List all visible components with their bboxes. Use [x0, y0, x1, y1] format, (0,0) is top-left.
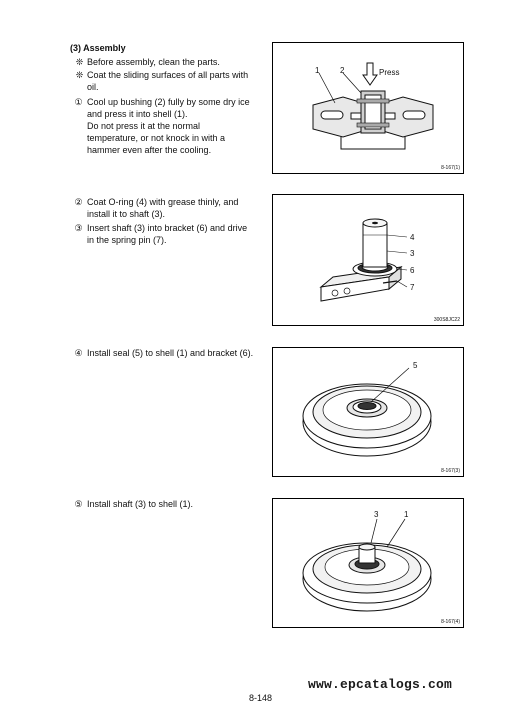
step-number: ⑤: [74, 499, 83, 509]
page-number: 8-148: [249, 693, 273, 703]
figure-code: 8-167(3): [441, 468, 460, 474]
callout-6: 6: [410, 266, 415, 275]
step-3: [73, 222, 252, 246]
note-text: Before assembly, clean the parts.: [87, 57, 220, 67]
callout-4: 4: [410, 233, 415, 242]
callout-3: 3: [374, 510, 379, 519]
step-4: [73, 347, 277, 359]
shaft-shell-illustration: [273, 499, 463, 627]
callout-5: 5: [413, 361, 418, 370]
callout-1: 1: [404, 510, 409, 519]
note-bullet-icon: ❊: [75, 57, 84, 67]
step-text: Install shaft (3) to shell (1).: [87, 499, 194, 509]
figure-code: 300S8JC22: [433, 317, 460, 323]
callout-7: 7: [410, 283, 415, 292]
watermark: www.epcatalogs.com: [308, 677, 453, 692]
step-text: Cool up bushing (2) fully by some dry ice and press it into shell (1).: [87, 97, 250, 119]
step-text: Insert shaft (3) into bracket (6) and drive in the spring pin (7).: [87, 223, 248, 245]
step-note: Do not press it at the normal temperature, or not knock in with a hammer even after the cooling.: [87, 121, 226, 155]
step-5: [73, 498, 252, 510]
step-number: ①: [74, 97, 83, 107]
step-text: Install seal (5) to shell (1) and bracket (6).: [87, 348, 254, 358]
step-number: ④: [74, 348, 83, 358]
note-item: [77, 69, 255, 93]
press-label: Press: [379, 68, 400, 77]
figure-bushing-press: [272, 42, 464, 174]
note-item: [77, 56, 255, 68]
step-number: ③: [74, 223, 83, 233]
figure-seal-shell: [272, 347, 464, 477]
callout-2: 2: [340, 66, 345, 75]
bushing-press-illustration: [273, 43, 463, 173]
step-2: [73, 196, 252, 220]
figure-shaft-bracket: [272, 194, 464, 326]
note-text: Coat the sliding surfaces of all parts with oil.: [87, 70, 249, 92]
figure-shaft-shell: [272, 498, 464, 628]
figure-code: 8-167(1): [441, 165, 460, 171]
callout-1: 1: [315, 66, 320, 75]
step-text: Coat O-ring (4) with grease thinly, and install it to shaft (3).: [87, 197, 239, 219]
figure-code: 8-167(4): [441, 619, 460, 625]
step-1: [73, 96, 252, 156]
shaft-bracket-illustration: [273, 195, 463, 325]
note-bullet-icon: ❊: [75, 70, 84, 80]
callout-3: 3: [410, 249, 415, 258]
step-number: ②: [74, 197, 83, 207]
section-heading: (3) Assembly: [70, 43, 126, 53]
seal-shell-illustration: [273, 348, 463, 476]
